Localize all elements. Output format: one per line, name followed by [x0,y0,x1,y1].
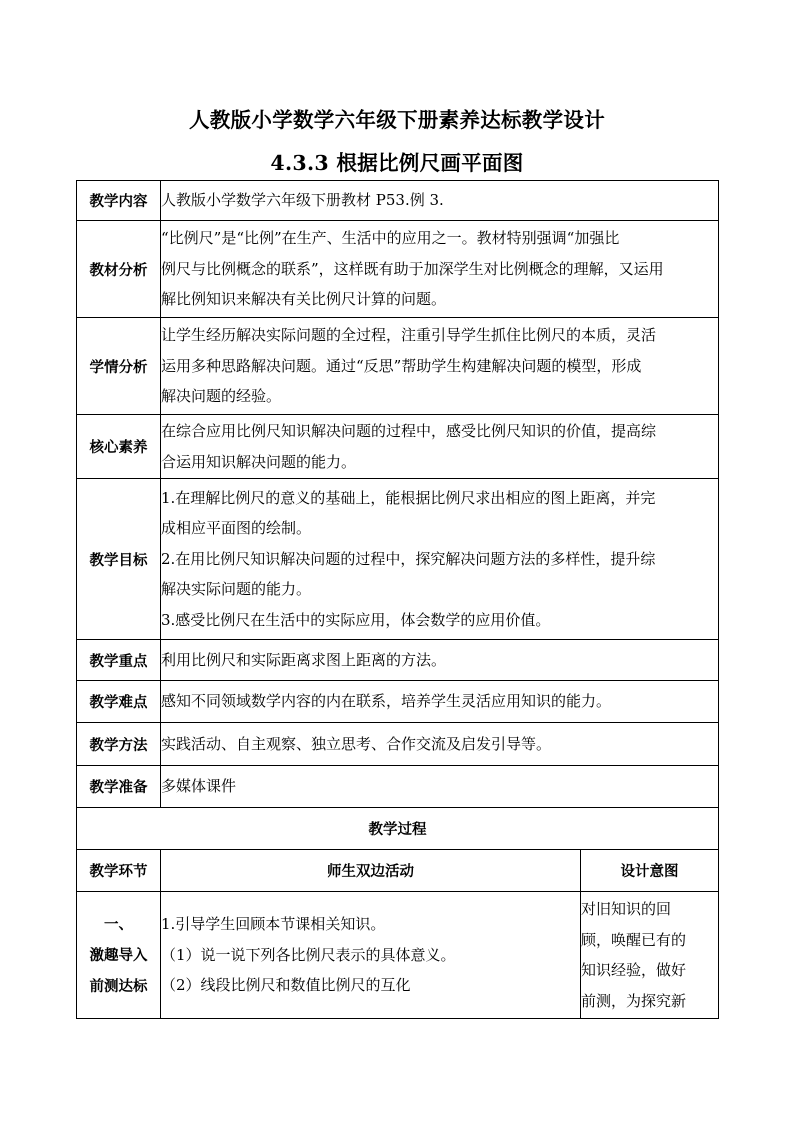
content-line: “比例尺”是“比例”在生产、生活中的应用之一。教材特别强调“加强比 [161,229,620,248]
table-row [77,850,719,892]
table-row [77,723,719,766]
row-label: 教学难点 [77,681,161,723]
table-row [77,318,719,415]
row-label: 教学内容 [77,181,161,221]
table-row [77,479,719,640]
process-heading: 教学过程 [77,808,719,850]
column-header-stage: 教学环节 [77,850,161,892]
row-content [161,221,719,318]
content-line: 多媒体课件 [161,777,237,796]
activity-content [161,892,581,1019]
stage-label-line: 前测达标 [89,977,148,995]
stage-label-line: 一、 [104,915,133,933]
content-line: 合运用知识解决问题的能力。 [161,452,357,471]
row-content [161,479,719,640]
content-line: 1.在理解比例尺的意义的基础上，能根据比例尺求出相应的图上距离，并完 [161,488,656,507]
document-subtitle: 4.3.3 根据比例尺画平面图 [270,151,524,175]
column-header-intent: 设计意图 [581,850,719,892]
content-line: 解比例知识来解决有关比例尺计算的问题。 [161,290,447,309]
row-content [161,318,719,415]
lesson-plan-table [76,180,719,1019]
content-line: （1）说一说下列各比例尺表示的具体意义。 [161,945,456,964]
content-line: 2.在用比例尺知识解决问题的过程中，探究解决问题方法的多样性，提升综 [161,549,656,568]
stage-label-line: 激趣导入 [89,946,148,964]
content-line: 利用比例尺和实际距离求图上距离的方法。 [161,650,447,669]
content-line: 在综合应用比例尺知识解决问题的过程中，感受比例尺知识的价值，提高综 [161,422,657,440]
table-row [77,415,719,479]
content-line: 解决实际问题的能力。 [161,580,312,599]
column-header-activity: 师生双边活动 [161,850,581,892]
content-line: 解决问题的经验。 [161,387,282,406]
intent-content [581,892,719,1019]
row-content [161,681,719,723]
row-label: 教材分析 [77,221,161,318]
stage-label [77,892,161,1019]
content-line: 知识经验，做好 [581,961,687,979]
table-row [77,640,719,681]
row-content [161,181,719,221]
content-line: 感知不同领域数学内容的内在联系，培养学生灵活应用知识的能力。 [161,692,612,711]
content-line: 例尺与比例概念的联系”，这样既有助于加深学生对比例概念的理解，又运用 [161,259,664,278]
table-row [77,808,719,850]
row-content [161,640,719,681]
table-row [77,681,719,723]
content-line: 人教版小学数学六年级下册教材 P53.例 3. [161,191,444,210]
table-row [77,181,719,221]
document-title: 人教版小学数学六年级下册素养达标教学设计 [189,108,605,132]
content-line: 对旧知识的回 [581,900,672,918]
table-row [77,221,719,318]
content-line: 顾，唤醒已有的 [581,930,687,949]
content-line: 运用多种思路解决问题。通过“反思”帮助学生构建解决问题的模型，形成 [161,356,642,375]
row-label: 核心素养 [77,415,161,479]
content-line: 前测，为探究新 [581,991,687,1010]
row-content [161,723,719,766]
content-line: 成相应平面图的绘制。 [161,519,312,538]
row-content [161,415,719,479]
table-row [77,766,719,808]
content-line: 1.引导学生回顾本节课相关知识。 [161,915,386,934]
content-line: 让学生经历解决实际问题的全过程，注重引导学生抓住比例尺的本质，灵活 [161,326,657,345]
content-line: （2）线段比例尺和数值比例尺的互化 [161,976,411,995]
row-label: 教学方法 [77,723,161,766]
row-label: 教学重点 [77,640,161,681]
content-line: 3.感受比例尺在生活中的实际应用，体会数学的应用价值。 [161,610,551,629]
content-line: 实践活动、自主观察、独立思考、合作交流及启发引导等。 [161,734,552,753]
row-label: 学情分析 [77,318,161,415]
row-content [161,766,719,808]
row-label: 教学准备 [77,766,161,808]
row-label: 教学目标 [77,479,161,640]
table-row [77,892,719,1019]
